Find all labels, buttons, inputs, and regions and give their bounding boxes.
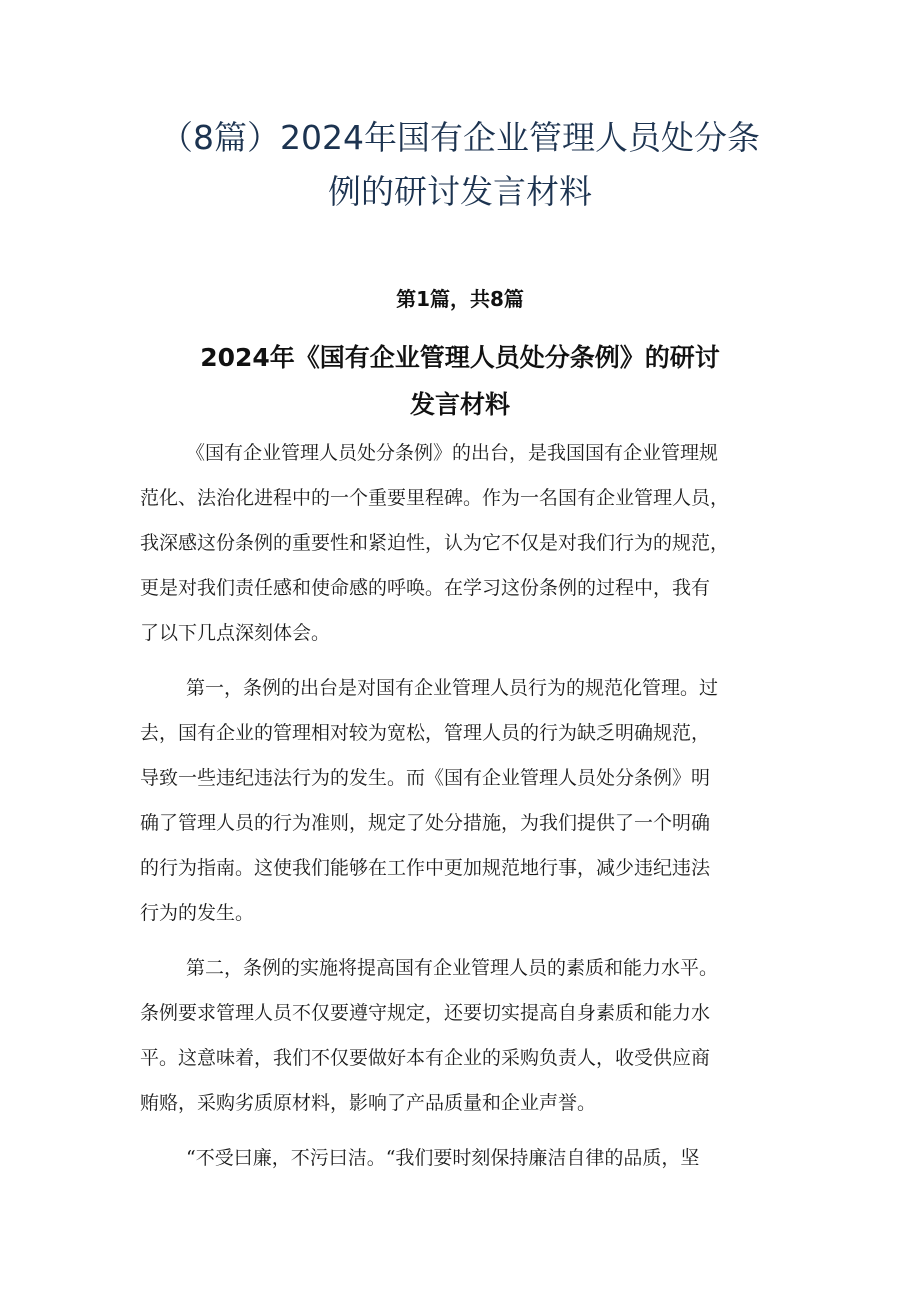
- body-line: 的行为指南。这使我们能够在工作中更加规范地行事，减少违纪违法: [140, 857, 711, 879]
- body-line: 去，国有企业的管理相对较为宽松，管理人员的行为缺乏明确规范，: [140, 722, 711, 744]
- document-title-line-1: （8篇）2024年国有企业管理人员处分条: [160, 118, 760, 157]
- part-label: 第1篇，共8篇: [396, 287, 524, 311]
- body-line: 更是对我们责任感和使命感的呼唤。在学习这份条例的过程中，我有: [140, 577, 711, 599]
- body-line: 了以下几点深刻体会。: [140, 622, 331, 644]
- body-line: 确了管理人员的行为准则，规定了处分措施，为我们提供了一个明确: [140, 812, 711, 834]
- body-line: 平。这意味着，我们不仅要做好本有企业的采购负责人，收受供应商: [140, 1047, 711, 1069]
- body-line: “不受曰廉，不污曰洁。“我们要时刻保持廉洁自律的品质，坚: [186, 1147, 700, 1169]
- body-line: 条例要求管理人员不仅要遵守规定，还要切实提高自身素质和能力水: [140, 1002, 711, 1024]
- body-line: 贿赂，采购劣质原材料，影响了产品质量和企业声誉。: [140, 1092, 597, 1114]
- body-line: 第一，条例的出台是对国有企业管理人员行为的规范化管理。过: [186, 677, 719, 699]
- body-line: 《国有企业管理人员处分条例》的出台，是我国国有企业管理规: [186, 442, 719, 464]
- body-line: 第二，条例的实施将提高国有企业管理人员的素质和能力水平。: [186, 957, 719, 979]
- section-title-line-2: 发言材料: [409, 390, 510, 419]
- section-title-line-1: 2024年《国有企业管理人员处分条例》的研讨: [200, 343, 720, 372]
- document-title-line-2: 例的研讨发言材料: [328, 172, 592, 211]
- body-line: 导致一些违纪违法行为的发生。而《国有企业管理人员处分条例》明: [140, 767, 711, 789]
- body-line: 我深感这份条例的重要性和紧迫性，认为它不仅是对我们行为的规范，: [140, 532, 730, 554]
- body-line: 范化、法治化进程中的一个重要里程碑。作为一名国有企业管理人员，: [140, 487, 730, 509]
- body-line: 行为的发生。: [140, 902, 255, 924]
